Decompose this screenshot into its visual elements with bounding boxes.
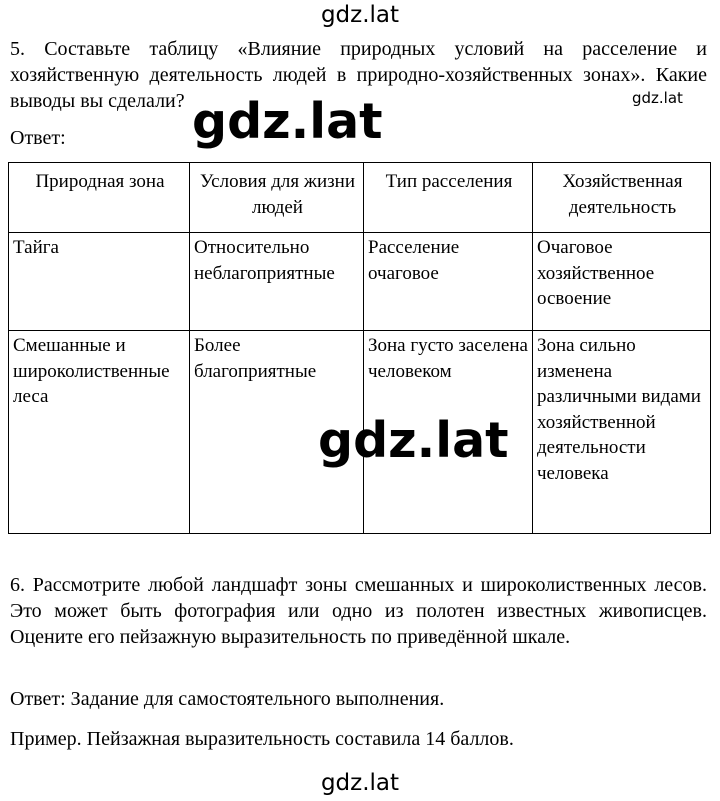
header-cell: Тип расселения	[364, 163, 533, 233]
table-header-row	[9, 163, 711, 233]
task-5-answer-label: Ответ:	[10, 127, 66, 149]
task-6-answer: Ответ: Задание для самостоятельного выполнения.	[10, 688, 445, 710]
watermark-large-1: gdz.lat	[192, 93, 383, 150]
table-cell: Смешанные и широколиственные леса	[9, 331, 190, 534]
table-cell: Зона густо заселена человеком	[364, 331, 533, 534]
watermark-top: gdz.lat	[320, 2, 400, 28]
table-cell: Тайга	[9, 233, 190, 331]
header-cell: Хозяйственная деятельность	[533, 163, 711, 233]
zones-table	[8, 162, 711, 534]
header-cell: Условия для жизни людей	[190, 163, 364, 233]
table-cell: Очаговое хозяйственное освоение	[533, 233, 711, 331]
table-cell: Зона сильно изменена различными видами хозяйственной деятельности человека	[533, 331, 711, 534]
table-row	[9, 233, 711, 331]
task-6-question: 6. Рассмотрите любой ландшафт зоны смешанных и широколиственных лесов. Это может быть фотография или одно из полотен известных живописцев. Оцените его пейзажную выразительность по приведённой шкале.	[10, 574, 707, 648]
header-cell: Природная зона	[9, 163, 190, 233]
watermark-bottom: gdz.lat	[320, 770, 400, 796]
task-5-question: 5. Составьте таблицу «Влияние природных условий на расселение и хозяйственную деятельность людей в природно-хозяйственных зонах». Какие выводы вы сделали?	[10, 38, 707, 112]
table-cell: Расселение очаговое	[364, 233, 533, 331]
watermark-small: gdz.lat	[632, 89, 683, 107]
watermark-large-2: gdz.lat	[318, 412, 509, 469]
table-cell: Более благоприятные	[190, 331, 364, 534]
task-6-example: Пример. Пейзажная выразительность составила 14 баллов.	[10, 728, 514, 750]
table-cell: Относительно неблагоприятные	[190, 233, 364, 331]
